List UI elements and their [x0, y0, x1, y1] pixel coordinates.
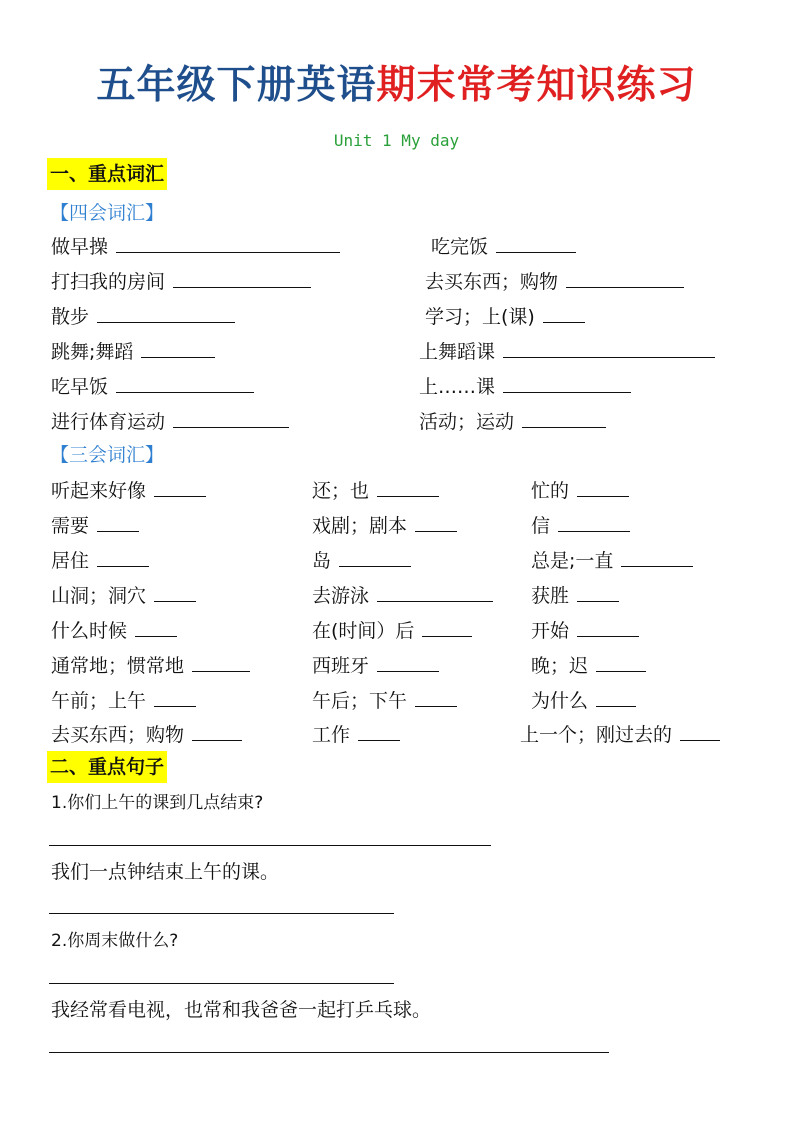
- answer-blank[interactable]: [116, 234, 340, 253]
- answer-blank[interactable]: [377, 653, 439, 672]
- vocab-label: 戏剧；剧本: [312, 515, 408, 537]
- vocab-item: [51, 478, 206, 503]
- answer-blank[interactable]: [154, 583, 196, 602]
- vocab-item: [51, 513, 139, 538]
- sentence-prompt-2: 我经常看电视，也常和我爸爸一起打乒乓球。: [51, 999, 432, 1021]
- vocab-label: 通常地；惯常地: [51, 655, 185, 677]
- vocab-label: 需要: [51, 515, 90, 537]
- vocab-item: [312, 722, 400, 747]
- vocab-item: [51, 722, 242, 747]
- sentence-prompt-1: 我们一点钟结束上午的课。: [51, 861, 280, 883]
- answer-blank[interactable]: [680, 722, 720, 741]
- vocab-item: [51, 269, 311, 294]
- vocab-label: 西班牙: [312, 655, 370, 677]
- vocab-label: 打扫我的房间: [51, 271, 166, 293]
- unit-subtitle: Unit 1 My day: [333, 131, 460, 150]
- answer-line[interactable]: [49, 913, 394, 914]
- answer-line[interactable]: [49, 983, 394, 984]
- vocab-item: [51, 548, 149, 573]
- vocab-label: 获胜: [531, 585, 570, 607]
- vocab-label: 上……课: [419, 376, 496, 398]
- vocab-label: 午前；上午: [51, 690, 147, 712]
- vocab-label: 午后；下午: [312, 690, 408, 712]
- vocab-item: [531, 478, 629, 503]
- vocab-label: 在(时间）后: [312, 620, 415, 642]
- section-heading-vocabulary: 一、重点词汇: [47, 158, 167, 190]
- page-title: [0, 62, 793, 110]
- answer-blank[interactable]: [415, 513, 457, 532]
- answer-blank[interactable]: [154, 478, 206, 497]
- title-part-2: 期末常考知识练习: [376, 63, 697, 108]
- vocab-item: [531, 548, 693, 573]
- answer-blank[interactable]: [577, 478, 629, 497]
- answer-blank[interactable]: [377, 583, 493, 602]
- answer-blank[interactable]: [522, 409, 606, 428]
- vocab-item: [312, 688, 457, 713]
- vocab-item: [531, 513, 630, 538]
- answer-blank[interactable]: [135, 618, 177, 637]
- vocab-item: [312, 513, 457, 538]
- vocab-label: 什么时候: [51, 620, 128, 642]
- vocab-label: 吃早饭: [51, 376, 109, 398]
- vocab-label: 为什么: [531, 690, 589, 712]
- vocab-item: [51, 339, 215, 364]
- answer-blank[interactable]: [543, 304, 585, 323]
- vocab-label: 去游泳: [312, 585, 370, 607]
- vocab-label: 居住: [51, 550, 90, 572]
- answer-blank[interactable]: [558, 513, 630, 532]
- answer-blank[interactable]: [358, 722, 400, 741]
- vocab-item: [51, 304, 235, 329]
- vocab-label: 学习；上(课): [425, 306, 535, 328]
- vocab-label: 活动；运动: [419, 411, 515, 433]
- vocab-item: [531, 618, 639, 643]
- answer-line[interactable]: [49, 845, 491, 846]
- vocab-item: [312, 618, 472, 643]
- vocab-label: 工作: [312, 724, 351, 746]
- vocab-label: 上一个；刚过去的: [520, 724, 673, 746]
- answer-blank[interactable]: [377, 478, 439, 497]
- vocab-label: 还；也: [312, 480, 370, 502]
- three-skill-heading: 【三会词汇】: [50, 444, 165, 466]
- answer-blank[interactable]: [596, 653, 646, 672]
- vocab-label: 信: [531, 515, 551, 537]
- answer-blank[interactable]: [97, 304, 235, 323]
- answer-blank[interactable]: [97, 513, 139, 532]
- vocab-item: [312, 478, 439, 503]
- vocab-item: [431, 234, 576, 259]
- sentence-question-1: 1.你们上午的课到几点结束?: [51, 793, 264, 813]
- sentence-question-2: 2.你周末做什么?: [51, 931, 179, 951]
- vocab-item: [51, 583, 196, 608]
- vocab-label: 晚；迟: [531, 655, 589, 677]
- vocab-item: [51, 653, 250, 678]
- answer-blank[interactable]: [97, 548, 149, 567]
- four-skill-heading: 【四会词汇】: [50, 202, 165, 224]
- vocab-item: [419, 339, 715, 364]
- vocab-item: [531, 653, 646, 678]
- vocab-label: 山洞；洞穴: [51, 585, 147, 607]
- vocab-label: 去买东西；购物: [51, 724, 185, 746]
- vocab-label: 岛: [312, 550, 332, 572]
- vocab-label: 听起来好像: [51, 480, 147, 502]
- vocab-item: [419, 374, 631, 399]
- vocab-label: 散步: [51, 306, 90, 328]
- vocab-label: 吃完饭: [431, 236, 489, 258]
- vocab-item: [312, 653, 439, 678]
- answer-blank[interactable]: [141, 339, 215, 358]
- answer-blank[interactable]: [192, 653, 250, 672]
- vocab-label: 总是;一直: [531, 550, 614, 572]
- vocab-label: 开始: [531, 620, 570, 642]
- vocab-item: [425, 269, 684, 294]
- vocab-item: [51, 234, 340, 259]
- answer-blank[interactable]: [621, 548, 693, 567]
- answer-blank[interactable]: [192, 722, 242, 741]
- answer-blank[interactable]: [503, 374, 631, 393]
- answer-blank[interactable]: [496, 234, 576, 253]
- vocab-item: [312, 583, 493, 608]
- vocab-item: [520, 722, 720, 747]
- vocab-item: [425, 304, 585, 329]
- vocab-item: [531, 583, 619, 608]
- vocab-item: [531, 688, 636, 713]
- vocab-item: [51, 409, 289, 434]
- vocab-label: 上舞蹈课: [419, 341, 496, 363]
- title-part-1: 五年级下册英语: [96, 63, 377, 108]
- section-heading-sentences: 二、重点句子: [47, 751, 167, 783]
- answer-blank[interactable]: [154, 688, 196, 707]
- vocab-label: 跳舞;舞蹈: [51, 341, 134, 363]
- vocab-label: 去买东西；购物: [425, 271, 559, 293]
- vocab-item: [51, 688, 196, 713]
- answer-blank[interactable]: [173, 269, 311, 288]
- answer-blank[interactable]: [566, 269, 684, 288]
- answer-blank[interactable]: [339, 548, 411, 567]
- answer-blank[interactable]: [173, 409, 289, 428]
- vocab-item: [51, 374, 254, 399]
- answer-blank[interactable]: [596, 688, 636, 707]
- answer-blank[interactable]: [577, 583, 619, 602]
- vocab-item: [312, 548, 411, 573]
- vocab-item: [419, 409, 606, 434]
- answer-blank[interactable]: [116, 374, 254, 393]
- answer-blank[interactable]: [503, 339, 715, 358]
- answer-line[interactable]: [49, 1052, 609, 1053]
- vocab-item: [51, 618, 177, 643]
- vocab-label: 忙的: [531, 480, 570, 502]
- answer-blank[interactable]: [415, 688, 457, 707]
- vocab-label: 做早操: [51, 236, 109, 258]
- answer-blank[interactable]: [422, 618, 472, 637]
- vocab-label: 进行体育运动: [51, 411, 166, 433]
- answer-blank[interactable]: [577, 618, 639, 637]
